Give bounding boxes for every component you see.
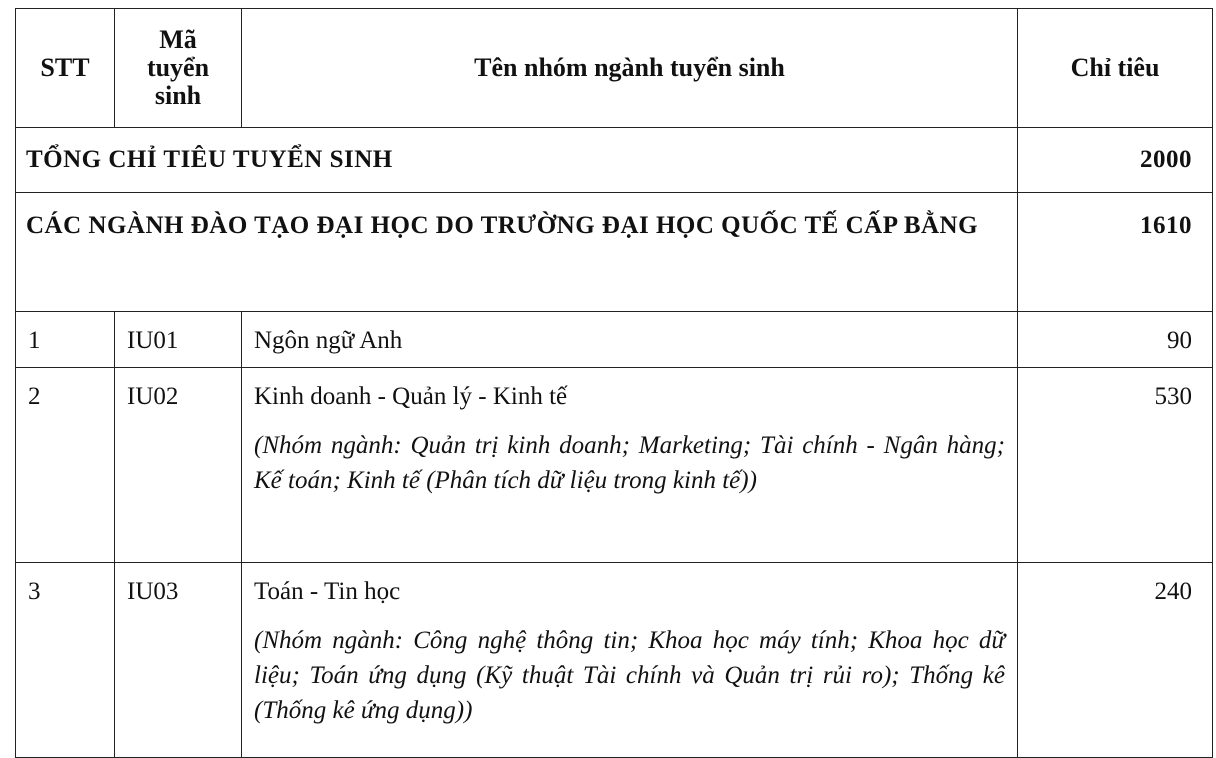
row-stt: 3 bbox=[16, 563, 115, 758]
row-name-cell bbox=[242, 368, 1018, 563]
iu-total-value: 1610 bbox=[1018, 193, 1213, 312]
row-quota: 90 bbox=[1018, 312, 1213, 368]
row-code: IU01 bbox=[115, 312, 242, 368]
iu-total-label: CÁC NGÀNH ĐÀO TẠO ĐẠI HỌC DO TRƯỜNG ĐẠI HỌC QUỐC TẾ CẤP BẰNG bbox=[16, 193, 1018, 312]
table-row bbox=[16, 563, 1213, 758]
total-row bbox=[16, 128, 1213, 193]
row-quota: 530 bbox=[1018, 368, 1213, 563]
row-name-cell bbox=[242, 563, 1018, 758]
row-name: Kinh doanh - Quản lý - Kinh tế bbox=[254, 383, 568, 410]
total-label: TỔNG CHỈ TIÊU TUYỂN SINH bbox=[16, 128, 1018, 193]
header-row bbox=[16, 9, 1213, 128]
header-stt: STT bbox=[16, 9, 115, 128]
header-quota: Chỉ tiêu bbox=[1018, 9, 1213, 128]
row-code: IU03 bbox=[115, 563, 242, 758]
row-code: IU02 bbox=[115, 368, 242, 563]
row-stt: 1 bbox=[16, 312, 115, 368]
row-name-cell bbox=[242, 312, 1018, 368]
table-row bbox=[16, 368, 1213, 563]
header-code: Mã tuyển sinh bbox=[115, 9, 242, 128]
iu-total-row bbox=[16, 193, 1213, 312]
row-quota: 240 bbox=[1018, 563, 1213, 758]
row-name: Toán - Tin học bbox=[254, 578, 401, 605]
total-value: 2000 bbox=[1018, 128, 1213, 193]
header-name: Tên nhóm ngành tuyển sinh bbox=[242, 9, 1018, 128]
row-stt: 2 bbox=[16, 368, 115, 563]
table-row bbox=[16, 312, 1213, 368]
row-description: (Nhóm ngành: Quản trị kinh doanh; Marketing; Tài chính - Ngân hàng; Kế toán; Kinh tế (Phân tích dữ liệu trong kinh tế)) bbox=[254, 432, 1005, 494]
admissions-table bbox=[15, 8, 1213, 758]
row-name: Ngôn ngữ Anh bbox=[254, 327, 403, 354]
row-description: (Nhóm ngành: Công nghệ thông tin; Khoa học máy tính; Khoa học dữ liệu; Toán ứng dụng (Kỹ thuật Tài chính và Quản trị rủi ro); Thống kê (Thống kê ứng dụng)) bbox=[254, 627, 1005, 724]
